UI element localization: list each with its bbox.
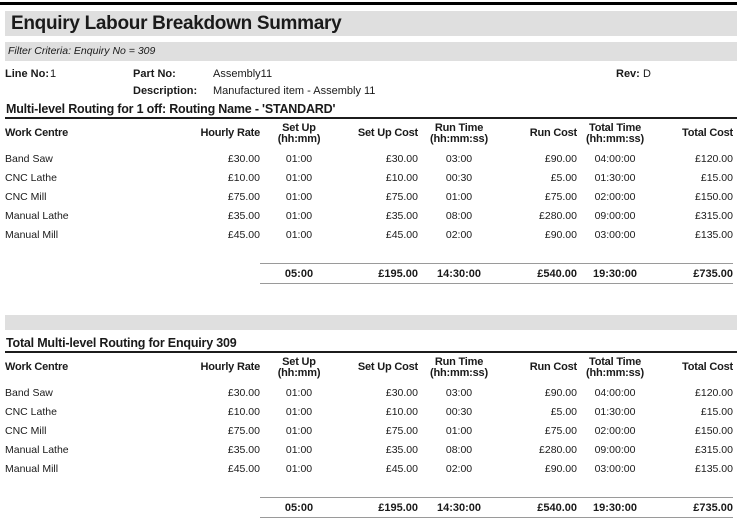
report-page bbox=[0, 2, 752, 521]
table-cell: 02:00:00 bbox=[594, 190, 636, 203]
table-cell: £90.00 bbox=[544, 462, 577, 475]
description-label: Description: bbox=[133, 85, 198, 97]
table-cell: £315.00 bbox=[695, 209, 733, 222]
table-cell: £90.00 bbox=[544, 152, 577, 165]
table-row bbox=[5, 440, 733, 459]
column-header: Total Time (hh:mm:ss) bbox=[586, 355, 644, 379]
table-cell: £30.00 bbox=[227, 152, 260, 165]
table-cell: £5.00 bbox=[550, 405, 577, 418]
table-row bbox=[5, 383, 733, 402]
table-cell: 01:00 bbox=[285, 171, 313, 184]
table-cell: 01:00 bbox=[285, 228, 313, 241]
rev-value: D bbox=[643, 68, 651, 80]
table-cell: £280.00 bbox=[539, 209, 577, 222]
table-cell: 01:00 bbox=[285, 209, 313, 222]
table-cell: £10.00 bbox=[385, 405, 418, 418]
table-row bbox=[5, 402, 733, 421]
column-header: Set Up Cost bbox=[357, 127, 418, 140]
column-header: Run Cost bbox=[529, 127, 577, 140]
table-cell: 08:00 bbox=[445, 209, 473, 222]
line-no-value: 1 bbox=[50, 68, 57, 80]
table-cell: £35.00 bbox=[227, 443, 260, 456]
section-multilevel-routing bbox=[5, 102, 737, 284]
table-cell: Band Saw bbox=[5, 152, 53, 165]
column-header: Total Time (hh:mm:ss) bbox=[586, 121, 644, 145]
column-header: Set Up (hh:mm) bbox=[277, 121, 321, 145]
table-cell: £45.00 bbox=[227, 462, 260, 475]
table-cell: £35.00 bbox=[227, 209, 260, 222]
table-cell: £35.00 bbox=[385, 443, 418, 456]
totals-cell: £540.00 bbox=[500, 264, 577, 284]
part-no-label: Part No: bbox=[133, 68, 176, 80]
table-cell: £280.00 bbox=[539, 443, 577, 456]
column-header: Work Centre bbox=[5, 361, 68, 374]
section-total-routing bbox=[5, 336, 737, 518]
table-row bbox=[5, 459, 733, 478]
spacer-row bbox=[5, 478, 733, 498]
totals-cell bbox=[5, 264, 165, 284]
filter-criteria: Filter Criteria: Enquiry No = 309 bbox=[5, 42, 737, 61]
table-cell: £15.00 bbox=[700, 405, 733, 418]
table-cell: Manual Lathe bbox=[5, 443, 69, 456]
table-cell: Band Saw bbox=[5, 386, 53, 399]
description-value: Manufactured item - Assembly 11 bbox=[213, 85, 376, 97]
table-cell: Manual Mill bbox=[5, 462, 59, 475]
spacer-cell bbox=[5, 478, 733, 498]
table-cell: 09:00:00 bbox=[594, 443, 636, 456]
line-info bbox=[5, 66, 737, 102]
totals-cell: £195.00 bbox=[338, 264, 418, 284]
table-cell: 01:00 bbox=[285, 190, 313, 203]
totals-cell bbox=[165, 264, 260, 284]
table-row bbox=[5, 421, 733, 440]
totals-cell: 14:30:00 bbox=[418, 498, 500, 518]
table-row bbox=[5, 225, 733, 244]
table-cell: £45.00 bbox=[227, 228, 260, 241]
table-cell: 04:00:00 bbox=[594, 386, 636, 399]
table-cell: £75.00 bbox=[544, 190, 577, 203]
table-cell: CNC Mill bbox=[5, 424, 47, 437]
column-header: Hourly Rate bbox=[200, 127, 260, 140]
table-cell: 01:00 bbox=[285, 443, 313, 456]
spacer-row bbox=[5, 244, 733, 264]
column-header: Run Time (hh:mm:ss) bbox=[430, 355, 488, 379]
totals-cell: £195.00 bbox=[338, 498, 418, 518]
table-cell: 01:30:00 bbox=[594, 171, 636, 184]
table-cell: Manual Lathe bbox=[5, 209, 69, 222]
table-row bbox=[5, 168, 733, 187]
table-header-row bbox=[5, 119, 733, 149]
totals-cell bbox=[5, 498, 165, 518]
table-cell: £30.00 bbox=[227, 386, 260, 399]
totals-cell: 19:30:00 bbox=[577, 264, 653, 284]
column-header: Run Cost bbox=[529, 361, 577, 374]
table-cell: £10.00 bbox=[385, 171, 418, 184]
total-routing-table bbox=[5, 353, 733, 518]
part-no-value: Assembly11 bbox=[213, 68, 273, 80]
routing-table bbox=[5, 119, 733, 284]
totals-row bbox=[5, 498, 733, 518]
table-cell: £75.00 bbox=[227, 190, 260, 203]
table-cell: £120.00 bbox=[695, 386, 733, 399]
table-cell: £75.00 bbox=[544, 424, 577, 437]
table-cell: £35.00 bbox=[385, 209, 418, 222]
table-cell: 01:00 bbox=[285, 424, 313, 437]
table-cell: £30.00 bbox=[385, 386, 418, 399]
table-cell: 00:30 bbox=[445, 405, 473, 418]
table-cell: 09:00:00 bbox=[594, 209, 636, 222]
section-heading-total: Total Multi-level Routing for Enquiry 309 bbox=[5, 336, 737, 353]
table-cell: 03:00 bbox=[445, 386, 473, 399]
table-cell: £5.00 bbox=[550, 171, 577, 184]
column-header: Set Up (hh:mm) bbox=[277, 355, 321, 379]
section-heading-routing: Multi-level Routing for 1 off: Routing Name - 'STANDARD' bbox=[5, 102, 737, 119]
table-row bbox=[5, 149, 733, 168]
totals-cell: 19:30:00 bbox=[577, 498, 653, 518]
table-cell: 00:30 bbox=[445, 171, 473, 184]
totals-cell bbox=[165, 498, 260, 518]
table-cell: 03:00 bbox=[445, 152, 473, 165]
table-cell: 02:00:00 bbox=[594, 424, 636, 437]
table-cell: 03:00:00 bbox=[594, 228, 636, 241]
section-separator-band bbox=[5, 315, 737, 330]
table-cell: £90.00 bbox=[544, 386, 577, 399]
column-header: Run Time (hh:mm:ss) bbox=[430, 121, 488, 145]
table-row bbox=[5, 206, 733, 225]
table-cell: £10.00 bbox=[227, 171, 260, 184]
table-cell: £75.00 bbox=[385, 190, 418, 203]
table-cell: 01:00 bbox=[445, 424, 473, 437]
table-cell: £90.00 bbox=[544, 228, 577, 241]
column-header: Set Up Cost bbox=[357, 361, 418, 374]
table-cell: £75.00 bbox=[385, 424, 418, 437]
table-cell: £150.00 bbox=[695, 190, 733, 203]
spacer-cell bbox=[5, 244, 733, 264]
table-cell: £135.00 bbox=[695, 228, 733, 241]
table-cell: £120.00 bbox=[695, 152, 733, 165]
table-cell: 01:00 bbox=[285, 405, 313, 418]
report-top-rule bbox=[0, 2, 737, 5]
table-header-row bbox=[5, 353, 733, 383]
table-cell: 02:00 bbox=[445, 228, 473, 241]
table-cell: 01:00 bbox=[285, 462, 313, 475]
line-no-label: Line No: bbox=[5, 68, 49, 80]
table-cell: £45.00 bbox=[385, 228, 418, 241]
totals-cell: 05:00 bbox=[260, 498, 338, 518]
table-cell: 01:00 bbox=[445, 190, 473, 203]
table-cell: Manual Mill bbox=[5, 228, 59, 241]
column-header: Total Cost bbox=[682, 361, 733, 374]
table-cell: 03:00:00 bbox=[594, 462, 636, 475]
table-cell: 02:00 bbox=[445, 462, 473, 475]
totals-cell: £540.00 bbox=[500, 498, 577, 518]
totals-cell: £735.00 bbox=[653, 498, 733, 518]
totals-cell: 14:30:00 bbox=[418, 264, 500, 284]
table-cell: 01:30:00 bbox=[594, 405, 636, 418]
table-cell: 01:00 bbox=[285, 386, 313, 399]
table-cell: £10.00 bbox=[227, 405, 260, 418]
table-cell: £15.00 bbox=[700, 171, 733, 184]
table-cell: £135.00 bbox=[695, 462, 733, 475]
table-cell: CNC Lathe bbox=[5, 171, 57, 184]
totals-cell: 05:00 bbox=[260, 264, 338, 284]
table-cell: £30.00 bbox=[385, 152, 418, 165]
table-row bbox=[5, 187, 733, 206]
table-cell: CNC Lathe bbox=[5, 405, 57, 418]
table-cell: £45.00 bbox=[385, 462, 418, 475]
table-cell: 04:00:00 bbox=[594, 152, 636, 165]
table-cell: £150.00 bbox=[695, 424, 733, 437]
totals-cell: £735.00 bbox=[653, 264, 733, 284]
column-header: Total Cost bbox=[682, 127, 733, 140]
table-cell: 01:00 bbox=[285, 152, 313, 165]
table-cell: £75.00 bbox=[227, 424, 260, 437]
column-header: Work Centre bbox=[5, 127, 68, 140]
table-cell: £315.00 bbox=[695, 443, 733, 456]
column-header: Hourly Rate bbox=[200, 361, 260, 374]
totals-row bbox=[5, 264, 733, 284]
rev-label: Rev: bbox=[616, 68, 640, 80]
page-title: Enquiry Labour Breakdown Summary bbox=[5, 11, 737, 36]
table-cell: 08:00 bbox=[445, 443, 473, 456]
table-cell: CNC Mill bbox=[5, 190, 47, 203]
